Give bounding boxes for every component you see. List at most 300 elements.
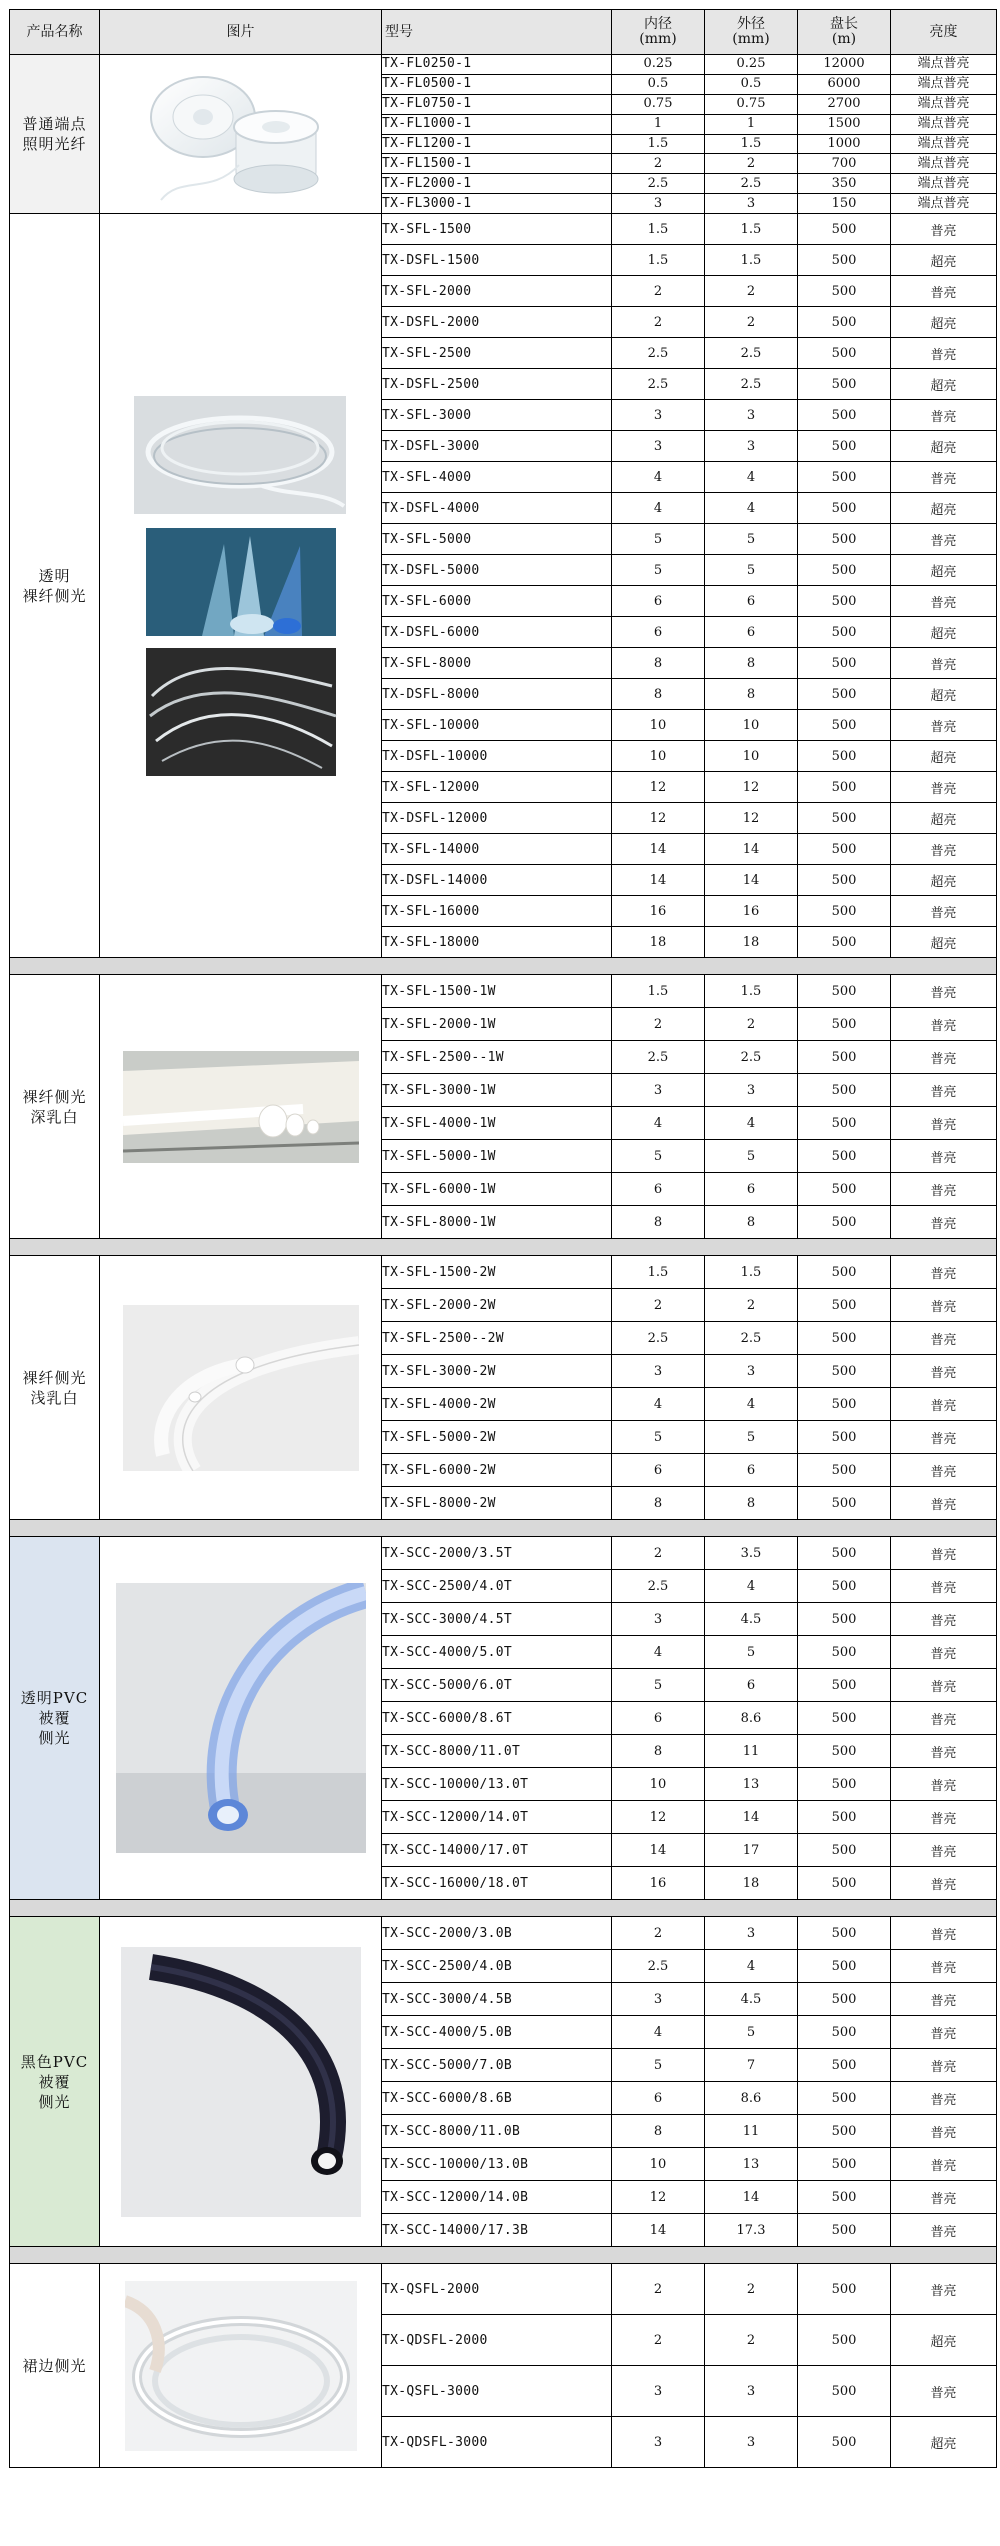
brightness-cell: 普亮 xyxy=(891,1322,997,1355)
outer-diameter-cell: 2 xyxy=(705,1289,798,1322)
product-name-cell xyxy=(10,2264,100,2468)
inner-diameter-cell: 16 xyxy=(612,1867,705,1900)
reel-length-cell: 500 xyxy=(798,462,891,493)
outer-diameter-cell: 3 xyxy=(705,400,798,431)
outer-diameter-cell: 17.3 xyxy=(705,2214,798,2247)
product-image-cell xyxy=(100,1917,382,2247)
inner-diameter-cell: 2.5 xyxy=(612,1322,705,1355)
model-cell: TX-SCC-14000/17.0T xyxy=(382,1834,612,1867)
reel-length-cell: 500 xyxy=(798,896,891,927)
reel-length-cell: 500 xyxy=(798,431,891,462)
brightness-cell: 普亮 xyxy=(891,772,997,803)
inner-diameter-cell: 3 xyxy=(612,1074,705,1107)
inner-diameter-cell: 1.5 xyxy=(612,975,705,1008)
brightness-cell: 端点普亮 xyxy=(891,94,997,114)
outer-diameter-cell: 2 xyxy=(705,1008,798,1041)
product-name-cell xyxy=(10,55,100,214)
outer-diameter-cell: 3 xyxy=(705,1355,798,1388)
inner-diameter-cell: 8 xyxy=(612,648,705,679)
inner-diameter-cell: 8 xyxy=(612,1487,705,1520)
product-name-line: 裸纤侧光 xyxy=(22,1087,87,1106)
brightness-cell: 普亮 xyxy=(891,1355,997,1388)
model-cell: TX-SCC-8000/11.0T xyxy=(382,1735,612,1768)
model-cell: TX-FL1200-1 xyxy=(382,134,612,154)
model-cell: TX-SCC-14000/17.3B xyxy=(382,2214,612,2247)
brightness-cell: 超亮 xyxy=(891,803,997,834)
model-cell: TX-FL1500-1 xyxy=(382,154,612,174)
inner-diameter-cell: 8 xyxy=(612,1735,705,1768)
inner-diameter-cell: 5 xyxy=(612,1140,705,1173)
outer-diameter-cell: 5 xyxy=(705,524,798,555)
model-cell: TX-SFL-14000 xyxy=(382,834,612,865)
reel-length-cell: 500 xyxy=(798,1487,891,1520)
outer-diameter-cell: 16 xyxy=(705,896,798,927)
outer-diameter-cell: 6 xyxy=(705,617,798,648)
model-cell: TX-SCC-6000/8.6T xyxy=(382,1702,612,1735)
outer-diameter-cell: 5 xyxy=(705,555,798,586)
inner-diameter-cell: 5 xyxy=(612,1421,705,1454)
inner-diameter-cell: 4 xyxy=(612,2016,705,2049)
model-cell: TX-FL0750-1 xyxy=(382,94,612,114)
product-name-line: 照明光纤 xyxy=(22,135,87,153)
model-cell: TX-SCC-3000/4.5T xyxy=(382,1603,612,1636)
reel-length-cell: 150 xyxy=(798,194,891,214)
reel-length-cell: 500 xyxy=(798,1421,891,1454)
model-cell: TX-SFL-5000-1W xyxy=(382,1140,612,1173)
reel-length-cell: 500 xyxy=(798,1570,891,1603)
product-name-cell xyxy=(10,1537,100,1900)
reel-length-cell: 2700 xyxy=(798,94,891,114)
inner-diameter-cell: 5 xyxy=(612,555,705,586)
inner-diameter-cell: 2 xyxy=(612,1537,705,1570)
inner-diameter-cell: 1.5 xyxy=(612,1256,705,1289)
brightness-cell: 普亮 xyxy=(891,1768,997,1801)
product-name-line: 深乳白 xyxy=(30,1107,79,1126)
outer-diameter-cell: 5 xyxy=(705,1636,798,1669)
inner-diameter-cell: 10 xyxy=(612,741,705,772)
inner-diameter-cell: 1 xyxy=(612,114,705,134)
outer-diameter-cell: 1.5 xyxy=(705,134,798,154)
outer-diameter-cell: 3 xyxy=(705,431,798,462)
inner-diameter-cell: 8 xyxy=(612,2115,705,2148)
model-cell: TX-SCC-12000/14.0B xyxy=(382,2181,612,2214)
reel-length-cell: 500 xyxy=(798,1289,891,1322)
outer-diameter-cell: 14 xyxy=(705,865,798,896)
outer-diameter-cell: 3 xyxy=(705,2417,798,2468)
reel-length-cell: 500 xyxy=(798,586,891,617)
model-cell: TX-FL2000-1 xyxy=(382,174,612,194)
model-cell: TX-SFL-3000-2W xyxy=(382,1355,612,1388)
inner-diameter-cell: 14 xyxy=(612,865,705,896)
brightness-cell: 普亮 xyxy=(891,1487,997,1520)
model-cell: TX-QDSFL-2000 xyxy=(382,2315,612,2366)
product-name-line: 黑色PVC xyxy=(20,2052,89,2071)
reel-length-cell: 500 xyxy=(798,245,891,276)
outer-diameter-cell: 2 xyxy=(705,307,798,338)
brightness-cell: 普亮 xyxy=(891,2366,997,2417)
brightness-cell: 普亮 xyxy=(891,1041,997,1074)
reel-length-cell: 500 xyxy=(798,710,891,741)
reel-length-cell: 500 xyxy=(798,2082,891,2115)
reel-length-cell: 500 xyxy=(798,1256,891,1289)
inner-diameter-cell: 4 xyxy=(612,1636,705,1669)
model-cell: TX-DSFL-2000 xyxy=(382,307,612,338)
model-cell: TX-FL0250-1 xyxy=(382,55,612,75)
table-row xyxy=(10,2264,997,2315)
product-name-line: 透明PVC xyxy=(20,1689,89,1707)
inner-diameter-cell: 2 xyxy=(612,276,705,307)
reel-length-cell: 500 xyxy=(798,369,891,400)
inner-diameter-cell: 0.25 xyxy=(612,55,705,75)
outer-diameter-cell: 4 xyxy=(705,1950,798,1983)
brightness-cell: 普亮 xyxy=(891,1107,997,1140)
model-cell: TX-SFL-3000 xyxy=(382,400,612,431)
outer-diameter-cell: 4 xyxy=(705,1107,798,1140)
model-cell: TX-SFL-5000 xyxy=(382,524,612,555)
brightness-cell: 普亮 xyxy=(891,1074,997,1107)
reel-length-cell: 500 xyxy=(798,803,891,834)
inner-diameter-cell: 8 xyxy=(612,1206,705,1239)
brightness-cell: 普亮 xyxy=(891,1801,997,1834)
model-cell: TX-SFL-2000 xyxy=(382,276,612,307)
table-row xyxy=(10,1917,997,1950)
brightness-cell: 普亮 xyxy=(891,1917,997,1950)
outer-diameter-cell: 5 xyxy=(705,2016,798,2049)
reel-length-cell: 500 xyxy=(798,2264,891,2315)
header-product-name: 产品名称 xyxy=(10,10,100,55)
reel-length-cell: 500 xyxy=(798,338,891,369)
reel-length-cell: 500 xyxy=(798,1173,891,1206)
reel-length-cell: 6000 xyxy=(798,74,891,94)
model-cell: TX-DSFL-3000 xyxy=(382,431,612,462)
model-cell: TX-SCC-5000/6.0T xyxy=(382,1669,612,1702)
model-cell: TX-SCC-8000/11.0B xyxy=(382,2115,612,2148)
inner-diameter-cell: 12 xyxy=(612,803,705,834)
reel-length-cell: 500 xyxy=(798,2049,891,2082)
inner-diameter-cell: 2.5 xyxy=(612,338,705,369)
model-cell: TX-SFL-8000-1W xyxy=(382,1206,612,1239)
reel-length-cell: 500 xyxy=(798,1537,891,1570)
outer-diameter-cell: 8 xyxy=(705,1206,798,1239)
inner-diameter-cell: 0.5 xyxy=(612,74,705,94)
brightness-cell: 普亮 xyxy=(891,1421,997,1454)
reel-length-cell: 500 xyxy=(798,555,891,586)
outer-diameter-cell: 1.5 xyxy=(705,975,798,1008)
brightness-cell: 普亮 xyxy=(891,710,997,741)
reel-length-cell: 500 xyxy=(798,1041,891,1074)
brightness-cell: 普亮 xyxy=(891,1983,997,2016)
header-brightness: 亮度 xyxy=(891,10,997,55)
brightness-cell: 普亮 xyxy=(891,1669,997,1702)
brightness-cell: 超亮 xyxy=(891,679,997,710)
brightness-cell: 超亮 xyxy=(891,927,997,958)
model-cell: TX-FL0500-1 xyxy=(382,74,612,94)
product-name-line: 裸纤侧光 xyxy=(22,1368,87,1387)
model-cell: TX-SCC-12000/14.0T xyxy=(382,1801,612,1834)
outer-diameter-cell: 2.5 xyxy=(705,174,798,194)
product-image-cell xyxy=(100,975,382,1239)
reel-length-cell: 500 xyxy=(798,1834,891,1867)
outer-diameter-cell: 4 xyxy=(705,462,798,493)
model-cell: TX-SFL-4000 xyxy=(382,462,612,493)
header-model: 型号 xyxy=(382,10,612,55)
outer-diameter-cell: 14 xyxy=(705,1801,798,1834)
inner-diameter-cell: 2.5 xyxy=(612,174,705,194)
brightness-cell: 普亮 xyxy=(891,1140,997,1173)
group-separator xyxy=(10,1900,997,1917)
inner-diameter-cell: 5 xyxy=(612,1669,705,1702)
group-separator xyxy=(10,1520,997,1537)
outer-diameter-cell: 4.5 xyxy=(705,1603,798,1636)
brightness-cell: 普亮 xyxy=(891,400,997,431)
inner-diameter-cell: 3 xyxy=(612,1603,705,1636)
model-cell: TX-SFL-1500-2W xyxy=(382,1256,612,1289)
outer-diameter-cell: 6 xyxy=(705,586,798,617)
inner-diameter-cell: 3 xyxy=(612,2366,705,2417)
brightness-cell: 普亮 xyxy=(891,834,997,865)
brightness-cell: 普亮 xyxy=(891,2049,997,2082)
product-name-cell xyxy=(10,214,100,958)
product-name-line: 裸纤侧光 xyxy=(22,586,87,605)
reel-length-cell: 500 xyxy=(798,865,891,896)
outer-diameter-cell: 4 xyxy=(705,493,798,524)
brightness-cell: 普亮 xyxy=(891,214,997,245)
brightness-cell: 端点普亮 xyxy=(891,194,997,214)
brightness-cell: 普亮 xyxy=(891,1388,997,1421)
brightness-cell: 普亮 xyxy=(891,1454,997,1487)
reel-length-cell: 500 xyxy=(798,2366,891,2417)
model-cell: TX-DSFL-1500 xyxy=(382,245,612,276)
inner-diameter-cell: 16 xyxy=(612,896,705,927)
inner-diameter-cell: 6 xyxy=(612,1173,705,1206)
model-cell: TX-SCC-6000/8.6B xyxy=(382,2082,612,2115)
model-cell: TX-SFL-1500 xyxy=(382,214,612,245)
reel-length-cell: 1500 xyxy=(798,114,891,134)
product-spec-sheet xyxy=(9,9,996,2468)
reel-length-cell: 500 xyxy=(798,276,891,307)
model-cell: TX-SFL-2500--1W xyxy=(382,1041,612,1074)
reel-length-cell: 500 xyxy=(798,741,891,772)
reel-length-cell: 500 xyxy=(798,772,891,803)
inner-diameter-cell: 3 xyxy=(612,1983,705,2016)
outer-diameter-cell: 0.5 xyxy=(705,74,798,94)
inner-diameter-cell: 4 xyxy=(612,493,705,524)
model-cell: TX-SFL-18000 xyxy=(382,927,612,958)
outer-diameter-cell: 2.5 xyxy=(705,1322,798,1355)
brightness-cell: 超亮 xyxy=(891,431,997,462)
reel-length-cell: 500 xyxy=(798,1074,891,1107)
inner-diameter-cell: 3 xyxy=(612,194,705,214)
brightness-cell: 超亮 xyxy=(891,307,997,338)
table-row xyxy=(10,55,997,75)
outer-diameter-cell: 17 xyxy=(705,1834,798,1867)
reel-length-cell: 500 xyxy=(798,1867,891,1900)
reel-length-cell: 500 xyxy=(798,1917,891,1950)
skirt-edge-fiber-image xyxy=(125,2281,357,2451)
product-image-cell xyxy=(100,55,382,214)
reel-length-cell: 500 xyxy=(798,1983,891,2016)
brightness-cell: 端点普亮 xyxy=(891,74,997,94)
inner-diameter-cell: 10 xyxy=(612,710,705,741)
product-name-cell xyxy=(10,1256,100,1520)
brightness-cell: 端点普亮 xyxy=(891,174,997,194)
product-name-line: 侧光 xyxy=(38,2092,71,2111)
inner-diameter-cell: 1.5 xyxy=(612,245,705,276)
reel-length-cell: 1000 xyxy=(798,134,891,154)
table-row xyxy=(10,975,997,1008)
outer-diameter-cell: 13 xyxy=(705,1768,798,1801)
black-pvc-tube-image xyxy=(121,1947,361,2217)
outer-diameter-cell: 11 xyxy=(705,2115,798,2148)
inner-diameter-cell: 14 xyxy=(612,1834,705,1867)
outer-diameter-cell: 4 xyxy=(705,1570,798,1603)
inner-diameter-cell: 4 xyxy=(612,1107,705,1140)
outer-diameter-cell: 3 xyxy=(705,194,798,214)
brightness-cell: 超亮 xyxy=(891,2417,997,2468)
brightness-cell: 普亮 xyxy=(891,1289,997,1322)
brightness-cell: 超亮 xyxy=(891,741,997,772)
brightness-cell: 普亮 xyxy=(891,586,997,617)
product-name-line: 透明 xyxy=(38,566,71,585)
brightness-cell: 普亮 xyxy=(891,2181,997,2214)
brightness-cell: 普亮 xyxy=(891,648,997,679)
inner-diameter-cell: 3 xyxy=(612,400,705,431)
reel-length-cell: 500 xyxy=(798,2315,891,2366)
reel-length-cell: 500 xyxy=(798,1950,891,1983)
brightness-cell: 端点普亮 xyxy=(891,55,997,75)
table-row xyxy=(10,1256,997,1289)
brightness-cell: 普亮 xyxy=(891,1206,997,1239)
header-reel-length: 盘长 (m) xyxy=(798,10,891,55)
brightness-cell: 端点普亮 xyxy=(891,114,997,134)
outer-diameter-cell: 5 xyxy=(705,1140,798,1173)
brightness-cell: 普亮 xyxy=(891,276,997,307)
inner-diameter-cell: 3 xyxy=(612,1355,705,1388)
brightness-cell: 普亮 xyxy=(891,1950,997,1983)
inner-diameter-cell: 12 xyxy=(612,772,705,803)
outer-diameter-cell: 2 xyxy=(705,276,798,307)
product-name-line: 浅乳白 xyxy=(30,1388,79,1407)
outer-diameter-cell: 8 xyxy=(705,648,798,679)
model-cell: TX-SFL-10000 xyxy=(382,710,612,741)
brightness-cell: 普亮 xyxy=(891,2214,997,2247)
model-cell: TX-QSFL-3000 xyxy=(382,2366,612,2417)
inner-diameter-cell: 2.5 xyxy=(612,1950,705,1983)
outer-diameter-cell: 3 xyxy=(705,1917,798,1950)
model-cell: TX-SCC-10000/13.0B xyxy=(382,2148,612,2181)
model-cell: TX-SFL-2000-1W xyxy=(382,1008,612,1041)
inner-diameter-cell: 3 xyxy=(612,2417,705,2468)
reel-length-cell: 500 xyxy=(798,214,891,245)
brightness-cell: 端点普亮 xyxy=(891,154,997,174)
group-separator xyxy=(10,958,997,975)
model-cell: TX-SCC-16000/18.0T xyxy=(382,1867,612,1900)
milky-white-fiber-image xyxy=(123,1051,359,1163)
reel-length-cell: 500 xyxy=(798,524,891,555)
reel-length-cell: 500 xyxy=(798,2417,891,2468)
clear-fiber-coil-image xyxy=(132,396,350,776)
brightness-cell: 超亮 xyxy=(891,865,997,896)
brightness-cell: 普亮 xyxy=(891,1173,997,1206)
brightness-cell: 普亮 xyxy=(891,2148,997,2181)
brightness-cell: 普亮 xyxy=(891,2115,997,2148)
model-cell: TX-SFL-8000 xyxy=(382,648,612,679)
reel-length-cell: 500 xyxy=(798,1735,891,1768)
inner-diameter-cell: 2 xyxy=(612,1008,705,1041)
brightness-cell: 超亮 xyxy=(891,617,997,648)
outer-diameter-cell: 14 xyxy=(705,2181,798,2214)
inner-diameter-cell: 6 xyxy=(612,617,705,648)
inner-diameter-cell: 6 xyxy=(612,586,705,617)
reel-length-cell: 500 xyxy=(798,1603,891,1636)
inner-diameter-cell: 10 xyxy=(612,2148,705,2181)
brightness-cell: 普亮 xyxy=(891,1735,997,1768)
brightness-cell: 超亮 xyxy=(891,245,997,276)
outer-diameter-cell: 5 xyxy=(705,1421,798,1454)
model-cell: TX-FL3000-1 xyxy=(382,194,612,214)
group-separator xyxy=(10,1239,997,1256)
reel-length-cell: 500 xyxy=(798,1107,891,1140)
reel-length-cell: 500 xyxy=(798,2115,891,2148)
inner-diameter-cell: 6 xyxy=(612,1454,705,1487)
outer-diameter-cell: 18 xyxy=(705,1867,798,1900)
light-milky-fiber-image xyxy=(123,1305,359,1471)
brightness-cell: 普亮 xyxy=(891,462,997,493)
outer-diameter-cell: 3.5 xyxy=(705,1537,798,1570)
reel-length-cell: 500 xyxy=(798,1322,891,1355)
header-inner-diameter: 内径 (mm) xyxy=(612,10,705,55)
inner-diameter-cell: 1.5 xyxy=(612,134,705,154)
product-name-line: 裙边侧光 xyxy=(22,2356,87,2375)
inner-diameter-cell: 2 xyxy=(612,1917,705,1950)
inner-diameter-cell: 4 xyxy=(612,462,705,493)
model-cell: TX-SFL-6000 xyxy=(382,586,612,617)
model-cell: TX-SFL-5000-2W xyxy=(382,1421,612,1454)
brightness-cell: 普亮 xyxy=(891,1256,997,1289)
model-cell: TX-DSFL-12000 xyxy=(382,803,612,834)
outer-diameter-cell: 2.5 xyxy=(705,338,798,369)
model-cell: TX-FL1000-1 xyxy=(382,114,612,134)
product-image-cell xyxy=(100,1256,382,1520)
model-cell: TX-SFL-16000 xyxy=(382,896,612,927)
inner-diameter-cell: 6 xyxy=(612,1702,705,1735)
outer-diameter-cell: 4 xyxy=(705,1388,798,1421)
reel-length-cell: 500 xyxy=(798,1008,891,1041)
inner-diameter-cell: 5 xyxy=(612,2049,705,2082)
outer-diameter-cell: 6 xyxy=(705,1173,798,1206)
outer-diameter-cell: 2 xyxy=(705,2264,798,2315)
inner-diameter-cell: 2 xyxy=(612,2264,705,2315)
reel-length-cell: 500 xyxy=(798,307,891,338)
outer-diameter-cell: 8.6 xyxy=(705,1702,798,1735)
outer-diameter-cell: 12 xyxy=(705,772,798,803)
reel-length-cell: 500 xyxy=(798,1206,891,1239)
outer-diameter-cell: 2 xyxy=(705,2315,798,2366)
reel-length-cell: 500 xyxy=(798,2181,891,2214)
inner-diameter-cell: 2.5 xyxy=(612,1041,705,1074)
brightness-cell: 普亮 xyxy=(891,975,997,1008)
inner-diameter-cell: 14 xyxy=(612,834,705,865)
product-image-cell xyxy=(100,2264,382,2468)
outer-diameter-cell: 1.5 xyxy=(705,245,798,276)
model-cell: TX-SFL-2500--2W xyxy=(382,1322,612,1355)
clear-pvc-tube-image xyxy=(116,1583,366,1853)
brightness-cell: 普亮 xyxy=(891,896,997,927)
model-cell: TX-SCC-5000/7.0B xyxy=(382,2049,612,2082)
outer-diameter-cell: 6 xyxy=(705,1669,798,1702)
reel-length-cell: 500 xyxy=(798,2016,891,2049)
inner-diameter-cell: 0.75 xyxy=(612,94,705,114)
